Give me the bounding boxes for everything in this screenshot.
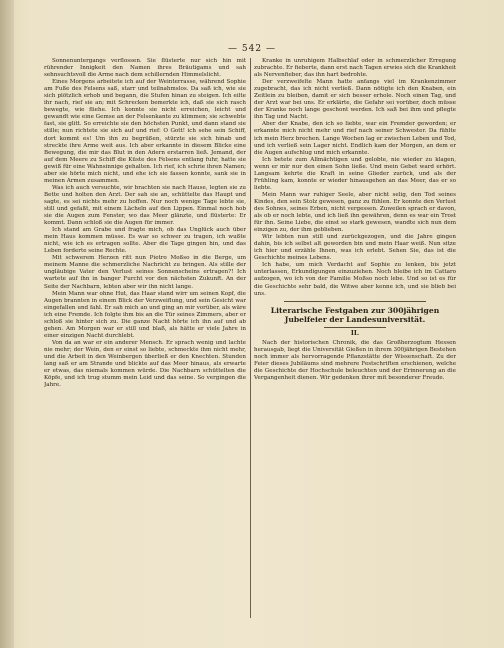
paragraph: Aber der Knabe, den ich so liebte, war ein Fremder geworden; er erkannte mich nicht mehr und rief nach seiner Schwester. Da fühlte ich mein Herz brechen. Lange Wochen lag er zwischen Leben und Tod, und ich verließ sein Lager nicht. Endlich kam der Morgen, an dem er die Augen aufschlug und mich erkannte. <box>254 121 456 156</box>
paragraph: Was ich auch versuchte, wir brachten sie nach Hause, legten sie zu Bette und holten den Arzt. Der sah sie an, schüttelte das Haupt und sagte, es sei nichts mehr zu hoffen. Nur noch wenige Tage lebte sie, still und gefaßt, mit einem Lächeln auf den Lippen. Einmal noch hob sie die Augen zum Fenster, wo das Meer glänzte, und flüsterte: Er kommt. Dann schloß sie die Augen für immer. <box>44 184 246 227</box>
section-title: Literarische Festgaben zur 300jährigen Jubelfeier der Landesuniversität. <box>270 305 440 324</box>
paragraph: Ich habe, um mich Verdacht auf Sophie zu lenken, bis jetzt unterlassen, Erkundigungen einzuziehen. Noch bleibe ich im Cattaro aufzogen, wo ich von der Familie Moßso noch lebe. Und so ist es für die Geschichte sehr bald, die Witwe aber kenne ich, und sie blieb bei uns. <box>254 262 456 297</box>
section-rule <box>324 327 386 328</box>
text-columns <box>44 58 456 618</box>
right-column <box>254 58 456 618</box>
page-number: — 542 — <box>228 44 276 54</box>
paragraph: Eines Morgens arbeitete ich auf der Weinterrasse, während Sophie am Fuße des Felsens saß, starr und teilnahmslos. Da saß ich, wie sie sich plötzlich erhob und begann, die Stufen hinan zu steigen. Ich eilte ihr nach, rief sie an; mit Schrecken bemerkte ich, daß sie sich rasch bewegte, wie fliehe. Ich konnte sie nicht erreichen, leicht und gewandt wie eine Gemse an der Felsenkante zu klimmen; sie schwebte fast, sie glitt. So erreichte sie den höchsten Punkt, und dann stand sie stille; nun richtete sie sich auf und rief: O Gott! ich sehe sein Schiff, dort kommt es! Um ihn zu begrüßen, stürzte sie sich hinab und streckte ihre Arme weit aus. Ich aber erkannte in diesem Blicke eine Bewegung, die mir das Blut in den Adern erstarren ließ. Jemand, der auf dem Meere zu Schiff die Küste des Felsens entlang fuhr, hatte sie gewiß für eine Wahnsinnige gehalten. Ich rief, ich schrie ihren Namen; aber sie hörte mich nicht, und ehe ich sie fassen konnte, sank sie in meinen Armen zusammen. <box>44 79 246 184</box>
paragraph: Von da an war er ein anderer Mensch. Er sprach wenig und lachte nie mehr; der Wein, den er einst so liebte, schmeckte ihm nicht mehr, und die Arbeit in den Weinbergen überließ er den Knechten. Stunden lang saß er am Strande und blickte auf das Meer hinaus, als erwarte er etwas, das niemals kommen würde. Die Nachbarn schüttelten die Köpfe, und ich trug stumm mein Leid und das seine. So vergingen die Jahre. <box>44 339 246 389</box>
paragraph: Der verzweifelte Mann hatte anfangs viel im Krankenzimmer zugebracht, das ich nicht verließ. Dann nötigte ich den Knaben, ein Zeitlein zu bleiben, damit er sich besser erhole. Noch einen Tag, und der Arzt war bei uns. Er erklärte, die Gefahr sei vorüber, doch müsse der Kranke noch lange geschont werden. Ich saß bei ihm und pflegte ihn Tag und Nacht. <box>254 79 456 121</box>
paragraph: Ich betete zum Allmächtigen und gelobte, nie wieder zu klagen, wenn er mir nur den einen Sohn ließe. Und mein Gebet ward erhört. Langsam kehrte die Kraft in seine Glieder zurück, und als der Frühling kam, konnte er wieder hinausgehen an das Meer, das er so liebte. <box>254 156 456 191</box>
paragraph: Mein Mann war ruhiger Seele, aber nicht selig, den Tod seines Kindes, den sein Stolz gewesen, ganz zu fühlen. Er konnte den Verlust des Sohnes, seines Erben, nicht vergessen. Zuweilen sprach er davon, als ob er noch lebte, und ich ließ ihn gewähren, denn es war ein Trost für ihn. Seine Liebe, die einst so stark gewesen, wandte sich nun dem einzigen zu, der ihm geblieben. <box>254 191 456 234</box>
paragraph: Ich stand am Grabe und fragte mich, ob das Unglück auch über mein Haus kommen müsse. Es war so schwer zu tragen, ich wußte nicht, wie ich es ertragen sollte. Aber die Tage gingen hin, und das Leben forderte seine Rechte. <box>44 227 246 255</box>
paragraph: Mit schwerem Herzen ritt nun Pietro Moßso in die Berge, um meinem Manne die schmerzliche Nachricht zu bringen. Als stille der ungläubige Vater den Verlust seines Sonnenscheins ertragen?! Ich wartete auf ihn in banger Furcht vor den nächsten Zukunft. An der Seite der Nachbarn, lebten aber wir ihn nicht lange. <box>44 255 246 290</box>
paragraph: Nach der historischen Chronik, die das Großherzogtum Hessen herausgab, liegt die Universität Gießen in ihrem 300jährigen Bestehen noch immer als hervorragende Pflanzstätte der Wissenschaft. Zu der Feier dieses Jubiläums sind mehrere Festschriften erschienen, welche die Geschichte der Hochschule beleuchten und der Erinnerung an die Vergangenheit dienen. Wir gedenken ihrer mit besonderer Freude. <box>254 339 456 381</box>
section-rule <box>284 301 426 302</box>
paragraph: Sonnenuntergangs verflossen. Sie flüsterte nur sich hin mit rührender Innigkeit den Namen ihres Bräutigams und sah sehnsuchtsvoll die Arme nach dem schillernden Himmelslicht. <box>44 58 246 79</box>
page-binding-edge <box>0 0 14 648</box>
section-numeral: II. <box>350 328 360 337</box>
paragraph: Mein Mann war ohne Hut, das Haar stand wirr um seinen Kopf, die Augen brannten in einem Blick der Verzweiflung, und sein Gesicht war eingefallen und fahl. Er sah mich an und ging an mir vorüber, als wäre ich eine Fremde. Ich folgte ihm bis an die Tür seines Zimmers, aber er schloß sie hinter sich zu. Die ganze Nacht hörte ich ihn auf und ab gehen. Am Morgen war er still und blaß, als hätte er viele Jahre in einer einzigen Nacht durchlebt. <box>44 290 246 339</box>
paragraph: Kranke in unruhigem Halbschlaf oder in schmerzlicher Erregung zubrachte. Er fieberte, dann erst nach Tagen erwies sich die Krankheit als Nervenfieber, das ihn hart bedrohte. <box>254 58 456 79</box>
left-column <box>44 58 246 618</box>
paragraph: Wir lebten nun still und zurückgezogen, und die Jahre gingen dahin, bis ich selbst alt geworden bin und mein Haar weiß. Nun sitze ich hier und erzähle Ihnen, was ich erlebt. Sehen Sie, das ist die Geschichte meines Lebens. <box>254 234 456 262</box>
